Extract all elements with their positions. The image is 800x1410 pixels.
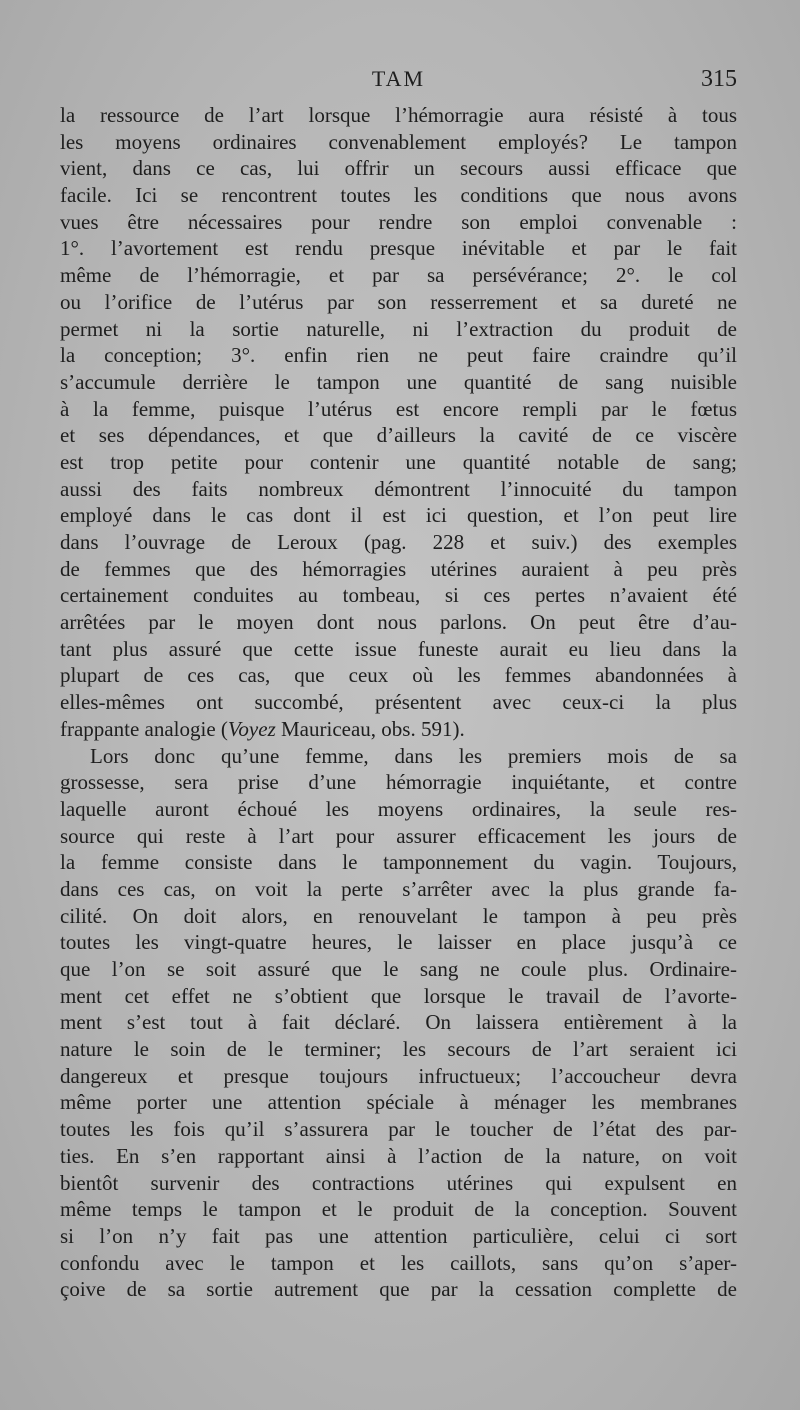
text-line: certainement conduites au tombeau, si ces pertes n’avaient été bbox=[60, 583, 737, 608]
page-header bbox=[60, 64, 737, 96]
text-line: confondu avec le tampon et les caillots, sans qu’on s’aper- bbox=[60, 1250, 737, 1275]
text-line: permet ni la sortie naturelle, ni l’extraction du produit de bbox=[60, 316, 737, 341]
text-line: s’accumule derrière le tampon une quantité de sang nuisible bbox=[60, 369, 737, 394]
text-line: même porter une attention spéciale à ménager les membranes bbox=[60, 1090, 737, 1115]
text-line: nature le soin de le terminer; les secours de l’art seraient ici bbox=[60, 1037, 737, 1062]
text-line: la conception; 3°. enfin rien ne peut faire craindre qu’il bbox=[60, 343, 737, 368]
text-line: laquelle auront échoué les moyens ordinaires, la seule res- bbox=[60, 796, 737, 821]
text-line: source qui reste à l’art pour assurer efficacement les jours de bbox=[60, 823, 737, 848]
text-line: arrêtées par le moyen dont nous parlons. On peut être d’au- bbox=[60, 610, 737, 635]
text-line: vues être nécessaires pour rendre son emploi convenable : bbox=[60, 209, 737, 234]
text-line: 1°. l’avortement est rendu presque inévitable et par le fait bbox=[60, 236, 737, 261]
running-head: TAM bbox=[371, 66, 426, 91]
text-line: facile. Ici se rencontrent toutes les conditions que nous avons bbox=[60, 183, 737, 208]
paragraph-1 bbox=[60, 102, 737, 743]
text-line: bientôt survenir des contractions utérines qui expulsent en bbox=[60, 1170, 737, 1195]
text-line: plupart de ces cas, que ceux où les femmes abandonnées à bbox=[60, 663, 737, 688]
text-line: vient, dans ce cas, lui offrir un secours aussi efficace que bbox=[60, 156, 737, 181]
text-line: cilité. On doit alors, en renouvelant le tampon à peu près bbox=[60, 903, 737, 928]
text-line: ou l’orifice de l’utérus par son resserrement et sa dureté ne bbox=[60, 289, 737, 314]
text-line: dans l’ouvrage de Leroux (pag. 228 et suiv.) des exemples bbox=[60, 530, 737, 554]
text-line-with-citation bbox=[60, 716, 737, 743]
text-line: employé dans le cas dont il est ici question, et l’on peut lire bbox=[60, 503, 737, 528]
text-line: est trop petite pour contenir une quantité notable de sang; bbox=[60, 449, 737, 474]
text-line: toutes les fois qu’il s’assurera par le toucher de l’état des par- bbox=[60, 1117, 737, 1142]
text-line: dans ces cas, on voit la perte s’arrêter avec la plus grande fa- bbox=[60, 876, 737, 901]
text-line: même de l’hémorragie, et par sa persévérance; 2°. le col bbox=[60, 263, 737, 288]
citation-voyez: Voyez bbox=[227, 716, 276, 741]
page-number: 315 bbox=[701, 66, 737, 92]
text-line: la ressource de l’art lorsque l’hémorragie aura résisté à tous bbox=[60, 103, 737, 127]
text-line: toutes les vingt-quatre heures, le laisser en place jusqu’à ce bbox=[60, 930, 737, 955]
text-line: çoive de sa sortie autrement que par la cessation complette de bbox=[60, 1277, 737, 1302]
text-line: ties. En s’en rapportant ainsi à l’action de la nature, on voit bbox=[60, 1143, 737, 1168]
paragraph-2 bbox=[60, 743, 737, 1303]
citation-lead: frappante analogie ( bbox=[60, 716, 228, 741]
text-line: dangereux et presque toujours infructueux; l’accoucheur devra bbox=[60, 1063, 737, 1088]
text-line: grossesse, sera prise d’une hémorragie inquiétante, et contre bbox=[60, 770, 737, 795]
text-line: la femme consiste dans le tamponnement du vagin. Toujours, bbox=[60, 850, 737, 875]
text-line: elles-mêmes ont succombé, présentent avec ceux-ci la plus bbox=[60, 690, 737, 715]
text-line: et ses dépendances, et que d’ailleurs la cavité de ce viscère bbox=[60, 423, 737, 448]
text-line: à la femme, puisque l’utérus est encore rempli par le fœtus bbox=[60, 396, 737, 421]
text-line: Lors donc qu’une femme, dans les premiers mois de sa bbox=[90, 743, 737, 768]
text-line: même temps le tampon et le produit de la conception. Souvent bbox=[60, 1197, 737, 1222]
body-text bbox=[60, 102, 737, 1303]
citation-reference: Mauriceau, obs. 591). bbox=[275, 716, 465, 741]
text-line: que l’on se soit assuré que le sang ne coule plus. Ordinaire- bbox=[60, 957, 737, 981]
text-line: ment s’est tout à fait déclaré. On laissera entièrement à la bbox=[60, 1010, 737, 1035]
text-line: ment cet effet ne s’obtient que lorsque le travail de l’avorte- bbox=[60, 983, 737, 1008]
text-line: si l’on n’y fait pas une attention particulière, celui ci sort bbox=[60, 1223, 737, 1248]
text-line: de femmes que des hémorragies utérines auraient à peu près bbox=[60, 556, 737, 581]
text-line: tant plus assuré que cette issue funeste aurait eu lieu dans la bbox=[60, 636, 737, 661]
text-line: aussi des faits nombreux démontrent l’innocuité du tampon bbox=[60, 476, 737, 501]
text-line: les moyens ordinaires convenablement employés? Le tampon bbox=[60, 129, 737, 154]
